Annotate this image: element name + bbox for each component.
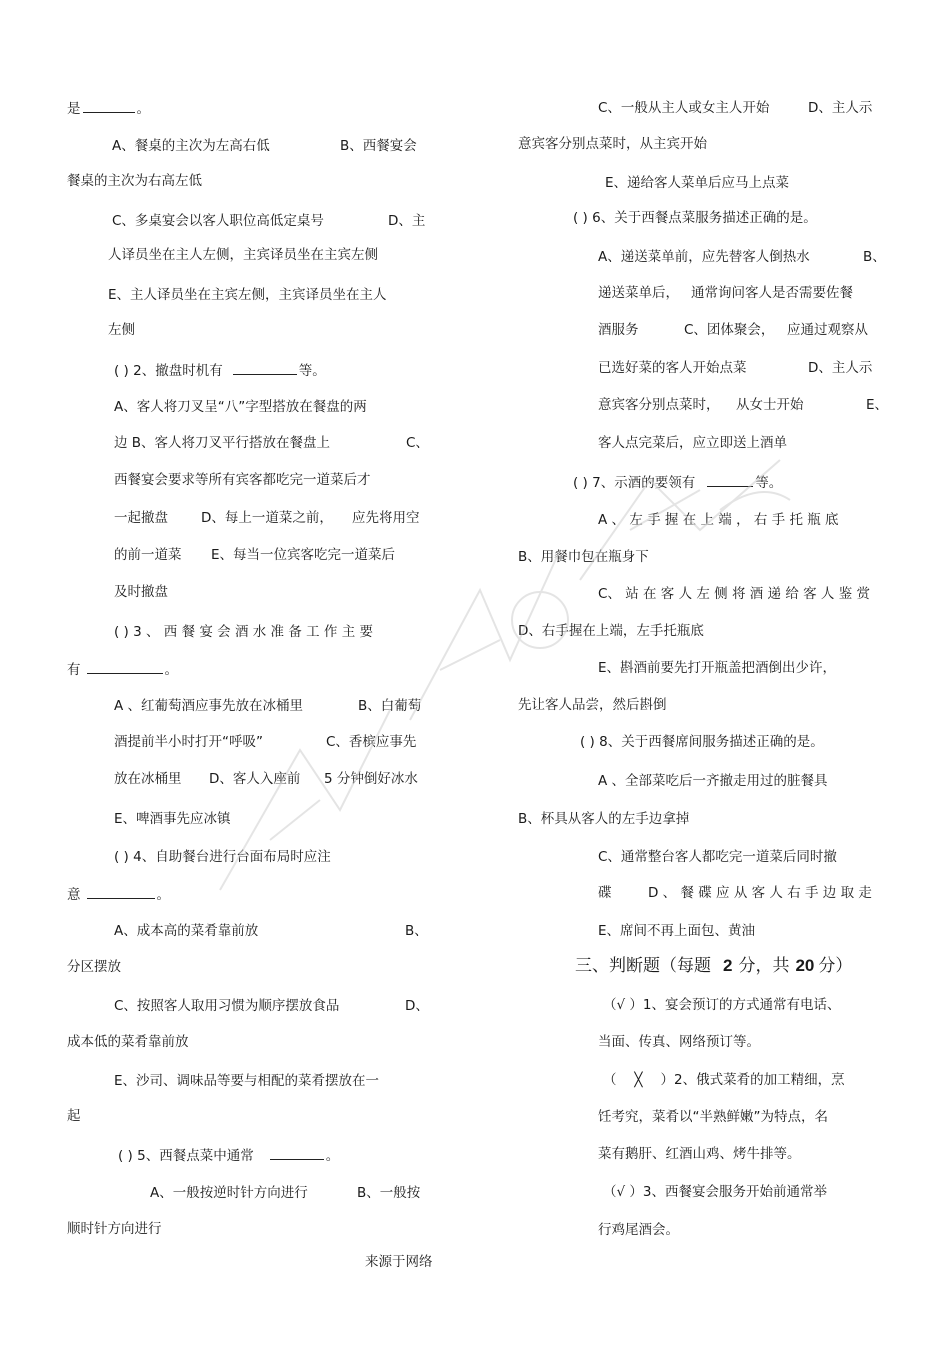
q5-option-b-cont (67, 1220, 162, 1238)
answer-blank (83, 98, 135, 113)
text: 应通过观察从 (787, 322, 868, 338)
text: ( ) 6、关于西餐点菜服务描述正确的是。 (573, 210, 817, 226)
text: 一起撤盘 (114, 510, 168, 526)
q3-stem-cont (67, 659, 178, 679)
q7-stem (573, 472, 782, 492)
q1-option-a (112, 137, 270, 155)
q7-option-e (598, 659, 836, 677)
judgment-1-cont (598, 1033, 760, 1051)
q3-option-b-cont (114, 733, 263, 751)
text: D、 (405, 998, 429, 1014)
text: E、每当一位宾客吃完一道菜后 (211, 547, 396, 563)
q6-option-c-part (787, 321, 868, 339)
text: E、主人译员坐在主宾左侧，主宾译员坐在主人 (108, 287, 387, 303)
q4-option-d (405, 997, 429, 1015)
q4-option-c (114, 997, 339, 1015)
text: 客人点完菜后，应立即送上酒单 (598, 435, 787, 451)
text: A、客人将刀叉呈“八”字型搭放在餐盘的两 (114, 399, 367, 415)
text: 碟 (598, 885, 612, 901)
text: 起 (67, 1108, 81, 1124)
text: 有 (67, 662, 81, 678)
text: 意 (67, 887, 81, 903)
q8-option-c-cont (598, 884, 612, 902)
q6-option-d (808, 359, 872, 377)
text: 西餐宴会要求等所有宾客都吃完一道菜后才 (114, 472, 371, 488)
text: B、 (405, 923, 428, 939)
q3-option-c-cont (114, 770, 182, 788)
q2-option-c-cont (114, 471, 371, 489)
text: 通常询问客人是否需要佐餐 (691, 285, 853, 301)
q8-option-c (598, 848, 837, 866)
q2-option-d (201, 509, 333, 527)
text: 。 (164, 662, 178, 678)
text: 的前一道菜 (114, 547, 182, 563)
text: 边 B、客人将刀叉平行搭放在餐盘上 (114, 435, 331, 451)
text: 。 (136, 101, 150, 117)
q7-option-d (518, 622, 704, 640)
text: 当面、传真、网络预订等。 (598, 1034, 760, 1050)
q3-option-d (209, 770, 300, 788)
text: C、通常整台客人都吃完一道菜后同时撤 (598, 849, 837, 865)
q1-stem-end (67, 98, 150, 118)
text: 是 (67, 101, 81, 117)
q4-option-e-cont (67, 1107, 81, 1125)
q1-option-e-cont (108, 321, 135, 339)
text: B、一般按 (357, 1185, 421, 1201)
text: 放在冰桶里 (114, 771, 182, 787)
q4-option-b (405, 922, 428, 940)
q3-stem (114, 623, 373, 641)
q2-option-d-part (352, 509, 420, 527)
text: C、团体聚会， (684, 322, 775, 338)
q2-option-e (211, 546, 395, 564)
q1-option-d-cont (108, 246, 378, 264)
q7-option-a (598, 511, 839, 529)
text: 先让客人品尝，然后斟倒 (518, 697, 667, 713)
text: ( ) 5、西餐点菜中通常 (118, 1148, 254, 1164)
q5-option-a (150, 1184, 308, 1202)
q8-option-d (648, 884, 872, 902)
text: ( ) 7、示酒的要领有 (573, 475, 696, 491)
watermark-stroke (720, 492, 790, 510)
text: A 、红葡萄酒应事先放在冰桶里 (114, 698, 304, 714)
q3-option-b (358, 697, 421, 715)
q5-stem (118, 1145, 339, 1165)
q2-option-c (406, 434, 429, 452)
q5-option-d (808, 99, 872, 117)
text: ( ) 8、关于西餐席间服务描述正确的是。 (580, 734, 824, 750)
q6-option-b-part (691, 284, 853, 302)
text: E、席间不再上面包、黄油 (598, 923, 756, 939)
text: 已选好菜的客人开始点菜 (598, 360, 747, 376)
text: D 、 餐 碟 应 从 客 人 右 手 边 取 走 (648, 885, 872, 901)
judgment-1 (603, 996, 840, 1014)
text: 分区摆放 (67, 959, 121, 975)
q3-option-a (114, 697, 303, 715)
text: B、西餐宴会 (340, 138, 417, 154)
text: 菜有鹅肝、红酒山鸡、烤牛排等。 (598, 1146, 801, 1162)
text: 来源于网络 (365, 1254, 433, 1270)
judgment-2 (603, 1071, 845, 1089)
page-footer (365, 1253, 433, 1271)
q5-option-b (357, 1184, 420, 1202)
text: 递送菜单后， (598, 285, 679, 301)
text: （√ ）3、西餐宴会服务开始前通常举 (603, 1184, 827, 1200)
q3-option-d-part (324, 770, 418, 788)
text: 20 (795, 956, 815, 975)
judgment-2-end (598, 1145, 801, 1163)
q1-option-b-cont (67, 172, 202, 190)
text: （√ ）1、宴会预订的方式通常有电话、 (603, 997, 841, 1013)
answer-blank (87, 659, 163, 674)
text: E、 (866, 397, 889, 413)
q6-option-e-cont (598, 434, 787, 452)
text: C、 站 在 客 人 左 侧 将 酒 递 给 客 人 鉴 赏 (598, 586, 871, 602)
q8-option-a (598, 772, 828, 790)
q4-option-a (114, 922, 258, 940)
text: 顺时针方向进行 (67, 1221, 162, 1237)
answer-blank (707, 472, 753, 487)
text: C、按照客人取用习惯为顺序摆放食品 (114, 998, 340, 1014)
text: D、客人入座前 (209, 771, 301, 787)
text: 应先将用空 (352, 510, 420, 526)
text: A、成本高的菜肴靠前放 (114, 923, 259, 939)
text: C、 (406, 435, 429, 451)
q5-option-d-cont (518, 135, 707, 153)
text: E、啤酒事先应冰镇 (114, 811, 231, 827)
text: 意宾客分别点菜时， (598, 397, 720, 413)
q1-option-d (388, 212, 425, 230)
text: 酒服务 (598, 322, 639, 338)
text: 分，共 (738, 956, 790, 976)
text: 从女士开始 (736, 397, 804, 413)
text: ）2、俄式菜肴的加工精细，烹 (660, 1072, 845, 1088)
q5-option-e (605, 174, 789, 192)
q6-option-c (684, 321, 774, 339)
answer-blank (270, 1145, 324, 1160)
answer-blank (233, 360, 297, 375)
text: C、香槟应事先 (326, 734, 417, 750)
text: A 、 左 手 握 在 上 端 ， 右 手 托 瓶 底 (598, 512, 839, 528)
q7-option-e-cont (518, 696, 667, 714)
text: 。 (156, 887, 170, 903)
text: E、斟酒前要先打开瓶盖把酒倒出少许， (598, 660, 837, 676)
q4-option-d-cont (67, 1033, 189, 1051)
q5-option-c (598, 99, 769, 117)
q6-stem (573, 209, 817, 227)
q8-stem (580, 733, 824, 751)
text: A 、全部菜吃后一齐撤走用过的脏餐具 (598, 773, 828, 789)
text: ( ) 3 、 西 餐 宴 会 酒 水 准 备 工 作 主 要 (114, 624, 373, 640)
text: D、主人示 (808, 360, 873, 376)
text: 5 分钟倒好冰水 (324, 771, 418, 787)
q6-option-b (863, 248, 886, 266)
q6-option-b-cont (598, 284, 679, 302)
text: B、 (863, 249, 886, 265)
text: 酒提前半小时打开“呼吸” (114, 734, 263, 750)
text: ( ) 4、自助餐台进行台面布局时应注 (114, 849, 331, 865)
text: D、主人示 (808, 100, 873, 116)
q6-option-c-cont (598, 359, 747, 377)
text: 三、判断题（每题 (575, 956, 711, 976)
answer-blank (87, 884, 155, 899)
q1-option-b (340, 137, 417, 155)
text: C、一般从主人或女主人开始 (598, 100, 770, 116)
text: E、沙司、调味品等要与相配的菜肴摆放在一 (114, 1073, 380, 1089)
q3-option-c (326, 733, 416, 751)
judgment-2-cont (598, 1108, 828, 1126)
q2-option-c-end (114, 509, 168, 527)
q3-option-e (114, 810, 231, 828)
q8-option-b (518, 810, 689, 828)
judgment-3 (603, 1183, 827, 1201)
text: 餐桌的主次为右高左低 (67, 173, 202, 189)
q4-option-e (114, 1072, 379, 1090)
q2-option-b (114, 434, 330, 452)
text: D、主 (388, 213, 426, 229)
text: 成本低的菜肴靠前放 (67, 1034, 189, 1050)
text: A、餐桌的主次为左高右低 (112, 138, 270, 154)
text: 及时撤盘 (114, 584, 168, 600)
q2-stem (114, 360, 326, 380)
q6-option-d-cont (598, 396, 720, 414)
text: 等。 (755, 475, 783, 491)
cross-mark-icon: ╳ (634, 1072, 643, 1088)
q2-option-e-cont (114, 583, 168, 601)
text: B、用餐巾包在瓶身下 (518, 549, 649, 565)
q1-option-c (112, 212, 324, 230)
q7-option-b (518, 548, 649, 566)
q6-option-d-part (736, 396, 804, 414)
text: （ (603, 1072, 617, 1088)
text: 。 (325, 1148, 340, 1164)
text: 饪考究，菜肴以“半熟鲜嫩”为特点，名 (598, 1109, 828, 1125)
q4-stem-cont (67, 884, 170, 904)
q2-option-a (114, 398, 367, 416)
text: C、多桌宴会以客人职位高低定桌号 (112, 213, 324, 229)
text: 行鸡尾酒会。 (598, 1222, 679, 1238)
q8-option-e (598, 922, 755, 940)
q6-option-e (866, 396, 888, 414)
q4-stem (114, 848, 331, 866)
text: 人译员坐在主人左侧，主宾译员坐在主宾左侧 (108, 247, 378, 263)
text: 意宾客分别点菜时，从主宾开始 (518, 136, 707, 152)
text: B、杯具从客人的左手边拿掉 (518, 811, 690, 827)
text: E、递给客人菜单后应马上点菜 (605, 175, 790, 191)
text: ( ) 2、撤盘时机有 (114, 363, 223, 379)
q6-option-a (598, 248, 810, 266)
text: A、一般按逆时针方向进行 (150, 1185, 308, 1201)
q6-option-b-end (598, 321, 639, 339)
text: 分） (818, 956, 853, 976)
q1-option-e (108, 286, 387, 304)
text: D、右手握在上端，左手托瓶底 (518, 623, 704, 639)
judgment-3-cont (598, 1221, 679, 1239)
text: 等。 (298, 363, 326, 379)
text: B、白葡萄 (358, 698, 422, 714)
q2-option-d-cont (114, 546, 182, 564)
section-heading-judgment (575, 957, 852, 975)
text: 左侧 (108, 322, 135, 338)
q7-option-c (598, 585, 870, 603)
text: 2 (723, 956, 733, 975)
q4-option-b-cont (67, 958, 121, 976)
text: A、递送菜单前，应先替客人倒热水 (598, 249, 810, 265)
text: D、每上一道菜之前， (201, 510, 333, 526)
